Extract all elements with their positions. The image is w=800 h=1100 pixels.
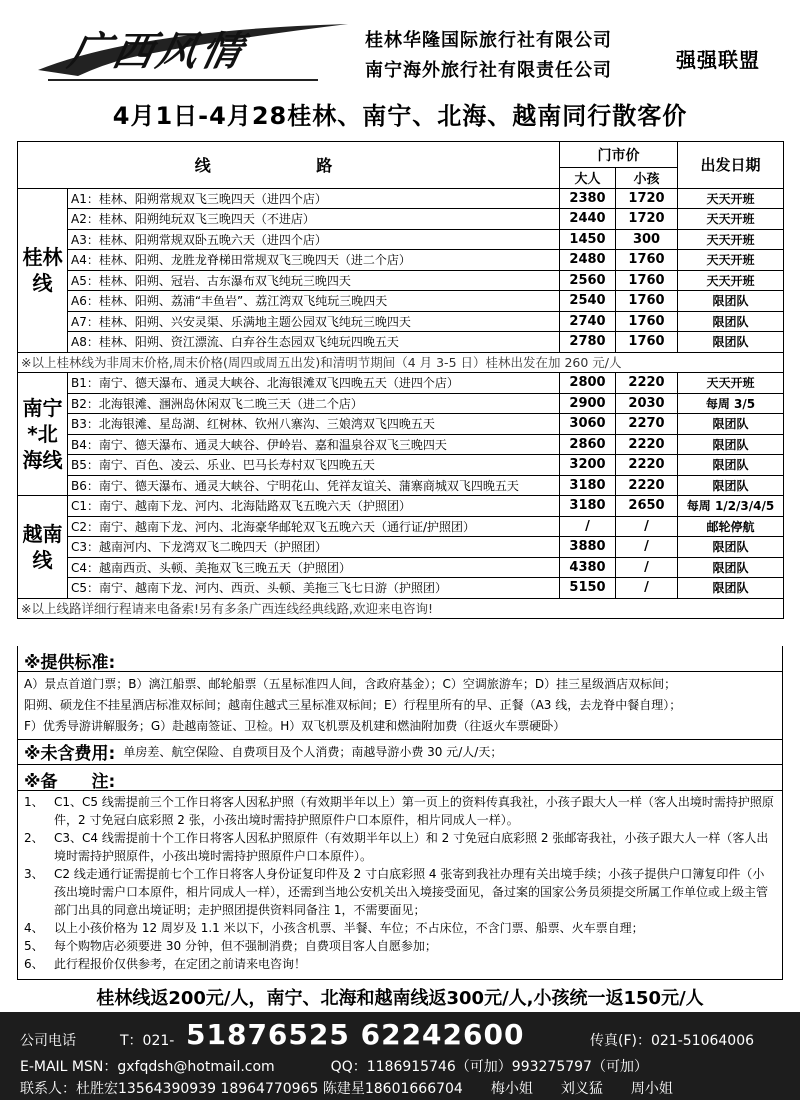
tel-label: T：021- [120,1033,175,1049]
table-row [18,455,784,476]
route-cell: A1：桂林、阳朔常规双飞三晚四天（进四个店） [68,188,560,209]
child-price: 1720 [616,209,678,230]
table-row [18,373,784,394]
departure-date: 限团队 [678,475,784,496]
child-price: 1760 [616,291,678,312]
route-cell: A4：桂林、阳朔、龙胜龙脊梯田常规双飞三晚四天（进二个店） [68,250,560,271]
departure-date: 限团队 [678,578,784,599]
agency-names [365,26,612,86]
agency-1: 桂林华隆国际旅行社有限公司 [365,30,612,51]
route-cell: A8：桂林、阳朔、资江漂流、白弃谷生态园双飞纯玩四晚五天 [68,332,560,353]
adult-price: 3060 [560,414,616,435]
adult-price: 2900 [560,393,616,414]
remark-text: C2 线走通行证需提前七个工作日将客人身份证复印件及 2 寸白底彩照 4 张寄到我社办理有关出境手续；小孩子提供户口簿复印件（小孩出境时需户口本原件，相片同成人一样），还需到当地公安机关出入境接受面见，备过案的国家公务员须提交所属工作单位或上级主管部门出具的同意出境证明；走护照团提供资料同备注 1，不需要面见； [54,867,769,917]
standards-line: F）优秀导游讲解服务；G）赴越南签证、卫检。H）双飞机票及机建和燃油附加费（往返火车票硬卧） [24,719,566,733]
route-cell: C5：南宁、越南下龙、河内、西贡、头顿、美拖三飞七日游（护照团） [68,578,560,599]
route-cell: B5：南宁、百色、凌云、乐业、巴马长寿村双飞四晚五天 [68,455,560,476]
departure-date: 限团队 [678,434,784,455]
child-price: 2650 [616,496,678,517]
remark-number: 2、 [24,831,44,845]
departure-date: 每周 3/5 [678,393,784,414]
route-cell: A6：桂林、阳朔、荔浦“丰鱼岩”、荔江湾双飞纯玩三晚四天 [68,291,560,312]
route-cell: B1：南宁、德天瀑布、通灵大峡谷、北海银滩双飞四晚五天（进四个店） [68,373,560,394]
group-label: 桂林线 [18,188,68,352]
departure-date: 天天开班 [678,209,784,230]
brand-name: 广西风情 [64,29,251,75]
table-row [18,393,784,414]
table-header-row [18,142,784,168]
route-cell: A5：桂林、阳朔、冠岩、古东瀑布双飞纯玩三晚四天 [68,270,560,291]
departure-date: 限团队 [678,311,784,332]
standards-section [17,646,783,740]
table-row [18,250,784,271]
adult-header: 大人 [560,168,616,189]
remarks-list [18,791,782,975]
child-price: 1760 [616,332,678,353]
remark-item [24,919,776,937]
departure-date: 限团队 [678,537,784,558]
table-row [18,516,784,537]
departure-date: 限团队 [678,455,784,476]
route-cell: A7：桂林、阳朔、兴安灵渠、乐满地主题公园双飞纯玩三晚四天 [68,311,560,332]
price-table [17,141,784,619]
table-row [18,578,784,599]
adult-price: 2540 [560,291,616,312]
adult-price: 2780 [560,332,616,353]
adult-price: 4380 [560,557,616,578]
standards-body [18,672,782,739]
departure-date: 天天开班 [678,250,784,271]
agency-2: 南宁海外旅行社有限责任公司 [365,60,612,81]
adult-price: 3880 [560,537,616,558]
departure-date: 限团队 [678,414,784,435]
adult-price: 5150 [560,578,616,599]
table-row [18,557,784,578]
remark-text: 此行程报价仅供参考，在定团之前请来电咨询！ [54,957,307,971]
standards-line: 阳朔、硕龙住不挂星酒店标准双标间；越南住越式三星标准双标间；E）行程里所有的早、正餐（A3 线，去龙脊中餐自理）； [24,698,682,712]
remark-text: 以上小孩价格为 12 周岁及 1.1 米以下，小孩含机票、半餐、车位；不占床位，不含门票、船票、火车票自理； [54,921,644,935]
departure-date: 天天开班 [678,373,784,394]
departure-date: 限团队 [678,332,784,353]
remark-item [24,793,776,829]
page-title: 4月1日-4月28桂林、南宁、北海、越南同行散客价 [112,102,688,130]
route-cell: A2：桂林、阳朔纯玩双飞三晚四天（不进店） [68,209,560,230]
remark-number: 3、 [24,867,44,881]
child-price: 2220 [616,373,678,394]
remark-number: 6、 [24,957,44,971]
adult-price: 1450 [560,229,616,250]
not-included-heading: ※未含费用: [24,743,116,764]
remark-number: 5、 [24,939,44,953]
adult-price: 2860 [560,434,616,455]
child-header: 小孩 [616,168,678,189]
route-header: 线 路 [18,142,560,189]
child-price: 2220 [616,475,678,496]
adult-price: 2380 [560,188,616,209]
remark-number: 1、 [24,795,44,809]
price-header: 门市价 [560,142,678,168]
remark-item [24,865,776,919]
table-row [18,496,784,517]
departure-date: 限团队 [678,291,784,312]
note-cell: ※以上桂林线为非周末价格,周末价格(周四或周五出发)和清明节期间（4 月 3-5 日）桂林出发在加 260 元/人 [18,352,784,373]
departure-date: 每周 1/2/3/4/5 [678,496,784,517]
table-row [18,229,784,250]
group-label: 越南线 [18,496,68,599]
standards-heading: ※提供标准: [18,646,782,672]
fax-number: 传真(F)：021-51064006 [590,1033,755,1049]
alliance-label: 强强联盟 [676,48,760,72]
child-price: 1720 [616,188,678,209]
remark-number: 4、 [24,921,44,935]
child-price: / [616,537,678,558]
table-row [18,332,784,353]
remark-text: 每个购物店必须要进 30 分钟，但不强制消费；自费项目客人自愿参加； [54,939,437,953]
remark-text: C3、C4 线需提前十个工作日将客人因私护照原件（有效期半年以上）和 2 寸免冠白底彩照 2 张邮寄我社，小孩子跟大人一样（客人出境时需持护照原件，小孩出境时需持护照原件户口本原件）。 [54,831,769,863]
contacts-line: 联系人：杜胜宏13564390939 18964770965 陈建星18601666704 梅小姐 刘义猛 周小姐 [20,1081,673,1097]
table-row [18,209,784,230]
remark-text: C1、C5 线需提前三个工作日将客人因私护照（有效期半年以上）第一页上的资料传真我社，小孩子跟大人一样（客人出境时需持护照原件，2 寸免冠白底彩照 2 张，小孩出境时需持护照原件户口本原件，相片同成人一样）。 [54,795,774,827]
table-row [18,537,784,558]
adult-price: 2800 [560,373,616,394]
child-price: 1760 [616,250,678,271]
remark-item [24,955,776,973]
remark-item [24,937,776,955]
departure-date: 限团队 [678,557,784,578]
child-price: / [616,516,678,537]
adult-price: 2480 [560,250,616,271]
child-price: 2270 [616,414,678,435]
contact-footer [0,1012,800,1100]
date-header: 出发日期 [678,142,784,189]
remarks-heading: ※备 注: [18,765,782,791]
route-cell: B6：南宁、德天瀑布、通灵大峡谷、宁明花山、凭祥友谊关、蒲寨商城双飞四晚五天 [68,475,560,496]
child-price: 2220 [616,434,678,455]
adult-price: 3180 [560,496,616,517]
price-table-wrap [17,141,783,619]
child-price: 1760 [616,270,678,291]
header [0,0,800,92]
adult-price: 2560 [560,270,616,291]
table-row [18,434,784,455]
departure-date: 天天开班 [678,270,784,291]
departure-date: 邮轮停航 [678,516,784,537]
route-cell: B3：北海银滩、星岛湖、红树林、钦州八寨沟、三娘湾双飞四晚五天 [68,414,560,435]
child-price: 1760 [616,311,678,332]
child-price: 300 [616,229,678,250]
not-included-text: 单房差、航空保险、自费项目及个人消费；南越导游小费 30 元/人/天； [123,744,503,759]
table-row [18,291,784,312]
adult-price: 3180 [560,475,616,496]
adult-price: 2440 [560,209,616,230]
route-cell: A3：桂林、阳朔常规双卧五晚六天（进四个店） [68,229,560,250]
route-cell: C2：南宁、越南下龙、河内、北海豪华邮轮双飞五晚六天（通行证/护照团） [68,516,560,537]
brand-logo [18,10,358,88]
note-row [18,598,784,619]
adult-price: 2740 [560,311,616,332]
group-label: 南宁*北海线 [18,373,68,496]
route-cell: C4：越南西贡、头顿、美拖双飞三晚五天（护照团） [68,557,560,578]
remark-item [24,829,776,865]
departure-date: 天天开班 [678,229,784,250]
table-row [18,475,784,496]
route-cell: B4：南宁、德天瀑布、通灵大峡谷、伊岭岩、嘉和温泉谷双飞三晚四天 [68,434,560,455]
remarks-section [17,765,783,980]
not-included-section [17,738,783,765]
route-cell: C3：越南河内、下龙湾双飞二晚四天（护照团） [68,537,560,558]
route-cell: B2：北海银滩、涠洲岛休闲双飞二晚三天（进二个店） [68,393,560,414]
note-row [18,352,784,373]
child-price: 2220 [616,455,678,476]
departure-date: 天天开班 [678,188,784,209]
standards-line: A）景点首道门票；B）漓江船票、邮轮船票（五星标准四人间，含政府基金）；C）空调旅游车；D）挂三星级酒店双标间； [24,677,677,691]
route-cell: C1：南宁、越南下龙、河内、北海陆路双飞五晚六天（护照团） [68,496,560,517]
table-row [18,311,784,332]
refund-banner: 桂林线返200元/人，南宁、北海和越南线返300元/人,小孩统一返150元/人 [96,988,704,1009]
company-phone-label: 公司电话 [20,1033,76,1049]
table-row [18,414,784,435]
child-price: 2030 [616,393,678,414]
table-row [18,270,784,291]
table-row [18,188,784,209]
email-qq-line: E-MAIL MSN：gxfqdsh@hotmail.com QQ：1186915746（可加）993275797（可加） [20,1059,648,1075]
child-price: / [616,578,678,599]
tel-numbers: 51876525 62242600 [186,1018,525,1051]
adult-price: / [560,516,616,537]
adult-price: 3200 [560,455,616,476]
child-price: / [616,557,678,578]
note-cell: ※以上线路详细行程请来电备索!另有多条广西连线经典线路,欢迎来电咨询! [18,598,784,619]
